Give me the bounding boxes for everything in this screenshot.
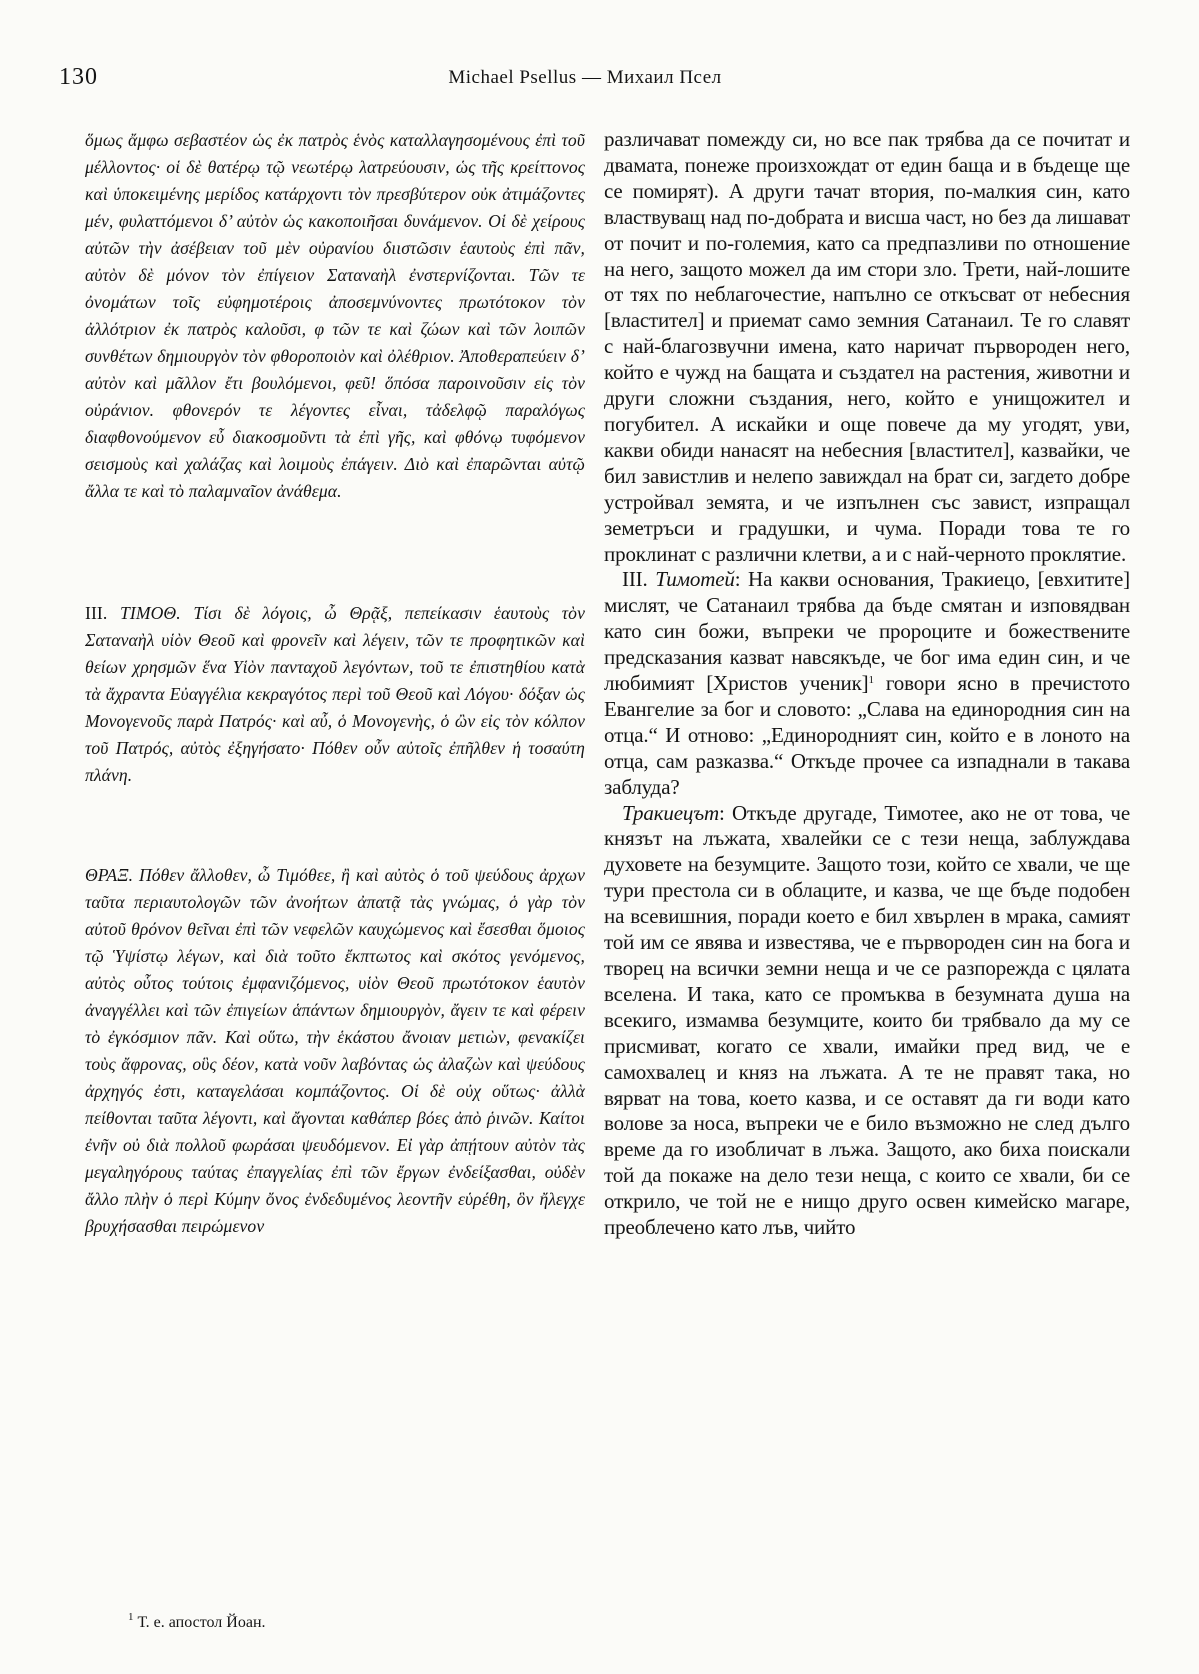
- bulgarian-text: : Откъде другаде, Тимотее, ако не от това, че князът на лъжата, хвалейки се с тези неща, заблуждава духовете на безумците. Защото този, който се хвали, че ще тури престола си в облаците, и казва, че ще бъде подобен на всевишния, поради което е бил хвърлен в мрака, самият той им се явява и известява, че е първороден син на бога и творец на всички земни неща и че се разпорежда с цялата вселена. И така, като се промъква в безумната душа на всекиго, измамва безумците, които би трябвало да му се присмиват, когато се хвали, имайки пред вид, че е самохвалец и княз на лъжата. А те не правят така, но вярват на това, което казва, и се оставят да ги води като волове за носа, въпреки че е било възможно не след дълго време да го изобличат в лъжа. Защото, ако биха поискали той да покаже на дело тези неща, с които се хвали, би се открило, че той не е нищо друго освен кимейско магаре, преоблечено като лъв, чийто: [604, 800, 1130, 1240]
- greek-text: Τίσι δὲ λόγοις, ὦ Θρᾷξ, πεπείκασιν ἑαυτοὺς τὸν Σαταναὴλ υἱὸν Θεοῦ καὶ φρονεῖν καὶ λέγειν, τῶν τε προφητικῶν καὶ θείων χρησμῶν ἕνα Υἱὸν πανταχοῦ λεγόντων, τοῦ τε ἐπιστηθίου κατὰ τὰ ἄχραντα Εὐαγγέλια κεκραγότος περὶ τοῦ Θεοῦ καὶ Λόγου· δόξαν ὡς Μονογενοῦς παρὰ Πατρός· καὶ αὖ, ὁ Μονογενὴς, ὁ ὢν εἰς τὸν κόλπον τοῦ Πατρός, αὐτὸς ἐξηγήσατο· Πόθεν οὖν αὐτοῖς ἐπῆλθεν ἡ τοσαύτη πλάνη.: [85, 603, 585, 785]
- running-title: Michael Psellus — Михаил Псел: [448, 67, 722, 88]
- speaker-label: ΘΡΑΞ.: [85, 865, 134, 885]
- section-number: III.: [622, 567, 648, 592]
- speaker-label: ΤΙΜΟΘ.: [119, 603, 181, 623]
- greek-paragraph-1: ὅμως ἄμφω σεβαστέον ὡς ἐκ πατρὸς ἑνὸς καταλλαγησομένους ἐπὶ τοῦ μέλλοντος· οἱ δὲ θατέρῳ τῷ νεωτέρῳ λατρεύουσιν, ὡς τῆς κρείττονος καὶ ὑποκειμένης μερίδος κατάρχοντι τὸν πρεσβύτερον οὐκ ἀτιμάζοντες μέν, φυλαττόμενοι δ’ αὐτὸν ὡς κακοποιῆσαι δυνάμενον. Οἱ δὲ χείρους αὐτῶν τὴν ἀσέβειαν τοῦ μὲν οὐρανίου διιστῶσιν ἑαυτοὺς ἐπὶ πᾶν, αὐτὸν δὲ μόνον τὸν ἐπίγειον Σαταναὴλ ἐνστερνίζονται. Τῶν τε ὀνομάτων τοῖς εὐφημοτέροις ἀποσεμνύνοντες πρωτότοκον τὸν ἀλλότριον ἐκ πατρὸς καλοῦσι, φ τῶν τε καὶ ζώων καὶ τῶν λοιπῶν συνθέτων δημιουργὸν τὸν φθοροποιὸν καὶ ὀλέθριον. Ἀποθεραπεύειν δ’ αὐτὸν καὶ μᾶλλον ἔτι βουλόμενοι, φεῦ! ὅπόσα παροινοῦσιν εἰς τὸν οὐράνιον. φθονερόν τε λέγοντες εἶναι, τἀδελφῷ παραλόγως διαφθονούμενον εὖ διακοσμοῦντι τὰ ἐπὶ γῆς, καὶ φθόνῳ τυφόμενον σεισμοὺς καὶ χαλάζας καὶ λοιμοὺς ἐπάγειν. Διὸ καὶ ἐπαρῶνται αὐτῷ ἄλλα τε καὶ τὸ παλαμναῖον ἀνάθεμα.: [85, 130, 585, 501]
- section-number: III.: [85, 603, 108, 623]
- bulgarian-paragraph-1: различават помежду си, но все пак трябва да се почитат и двамата, понеже произхождат от един баща и в бъдеще ще се помирят). А други тачат втория, по-малкия син, като властвуващ над по-добрата и висша част, но без да лишават от почит и по-големия, като са предпазливи по отношение на него, защото можел да им стори зло. Трети, най-лошите от тях по неблагочестие, напълно се откъсват от небесния [властител] и приемат само земния Сатанаил. Те го славят с най-благозвучни имена, като наричат първороден него, който е чужд на бащата и създател на растения, животни и други сложни създания, него, който е унищожител и погубител. А искайки и още повече да му угодят, уви, какви обиди нанасят на небесния [властител], казвайки, че бил завистлив и нелепо завиждал на брат си, загдето добре устройвал земята, и че изпълнен със завист, изпращал земетръси и градушки, и чума. Поради това те го проклинат с различни клетви, а и с най-черното проклятие.: [604, 127, 1130, 566]
- page-number: 130: [59, 64, 98, 90]
- footnote: [128, 1613, 266, 1633]
- greek-paragraph-2: [85, 600, 585, 789]
- bulgarian-column: [604, 127, 1130, 1674]
- footnote-text: Т. е. апостол Йоан.: [137, 1614, 266, 1631]
- bulgarian-paragraph-3: [604, 801, 1130, 1241]
- bulgarian-paragraph-2: [604, 567, 1130, 800]
- speaker-label: Тракиецът: [622, 800, 720, 825]
- greek-text: Πόθεν ἄλλοθεν, ὦ Τιμόθεε, ἢ καὶ αὐτὸς ὁ τοῦ ψεύδους ἀρχων ταῦτα περιαυτολογῶν τῶν ἀνοήτων ἀπατᾷ τὰς γνώμας, ὁ γὰρ τὸν αὐτοῦ θρόνον θεῖναι ἐπὶ τῶν νεφελῶν καυχώμενος καὶ ἔσεσθαι ὅμοιος τῷ Ὑψίστῳ λέγων, καὶ διὰ τοῦτο ἔκπτωτος καὶ σκότος γενόμενος, αὐτὸς οὗτος τούτοις ἐμφανιζόμενος, υἱὸν Θεοῦ πρωτότοκον ἑαυτὸν ἀναγγέλλει καὶ τῶν ἐπιγείων ἁπάντων δημιουργὸν, ἄγειν τε καὶ φέρειν τὸ ἐγκόσμιον πᾶν. Καὶ οὕτω, τὴν ἑκάστου ἄνοιαν μετιὼν, φενακίζει τοὺς ἄφρονας, οὓς δέον, κατὰ νοῦν λαβόντας ὡς ἀλαζὼν καὶ ψεύδους ἀρχηγός ἐστι, καταγελάσαι κομπάζοντος. Οἱ δὲ οὐχ οὕτως· ἀλλὰ πείθονται ταῦτα λέγοντι, καὶ ἄγονται καθάπερ βόες ἀπὸ ῥινῶν. Καίτοι ἐνῆν οὐ διὰ πολλοῦ φωράσαι ψευδόμενον. Εἰ γὰρ ἀπῄτουν αὐτὸν τὰς μεγαληγόρους ταύτας ἐπαγγελίας ἐπὶ τῶν ἔργων ἐνδείξασθαι, οὐδὲν ἄλλο πλὴν ὁ περὶ Κύμην ὄνος ἐνδεδυμένος λεοντῆν εὑρέθη, ὃν ἤλεγχε βρυχήσασθαι πειρώμενον: [85, 865, 585, 1236]
- greek-column: [85, 127, 585, 1674]
- footnote-marker: 1: [128, 1611, 134, 1623]
- footnote-reference: 1: [868, 674, 874, 687]
- bulgarian-text: говори ясно в пречистото Евангелие за бог и словото: „Слава на единородния син на отца.“ И отново: „Единородният син, който е в лоното на отца, сам разказва.“ Откъде прочее са изпаднали в такава заблуда?: [604, 671, 1131, 799]
- greek-paragraph-3: [85, 862, 585, 1240]
- speaker-label: Тимотей: [655, 567, 735, 592]
- bulgarian-text: : На какви основания, Тракиецо, [евхитите] мислят, че Сатанаил трябва да бъде смятан и изповядван като син божи, въпреки че пророците и божествените предсказания казват навсякъде, че бог има един син, и че любимият [Христов ученик]: [604, 567, 1130, 696]
